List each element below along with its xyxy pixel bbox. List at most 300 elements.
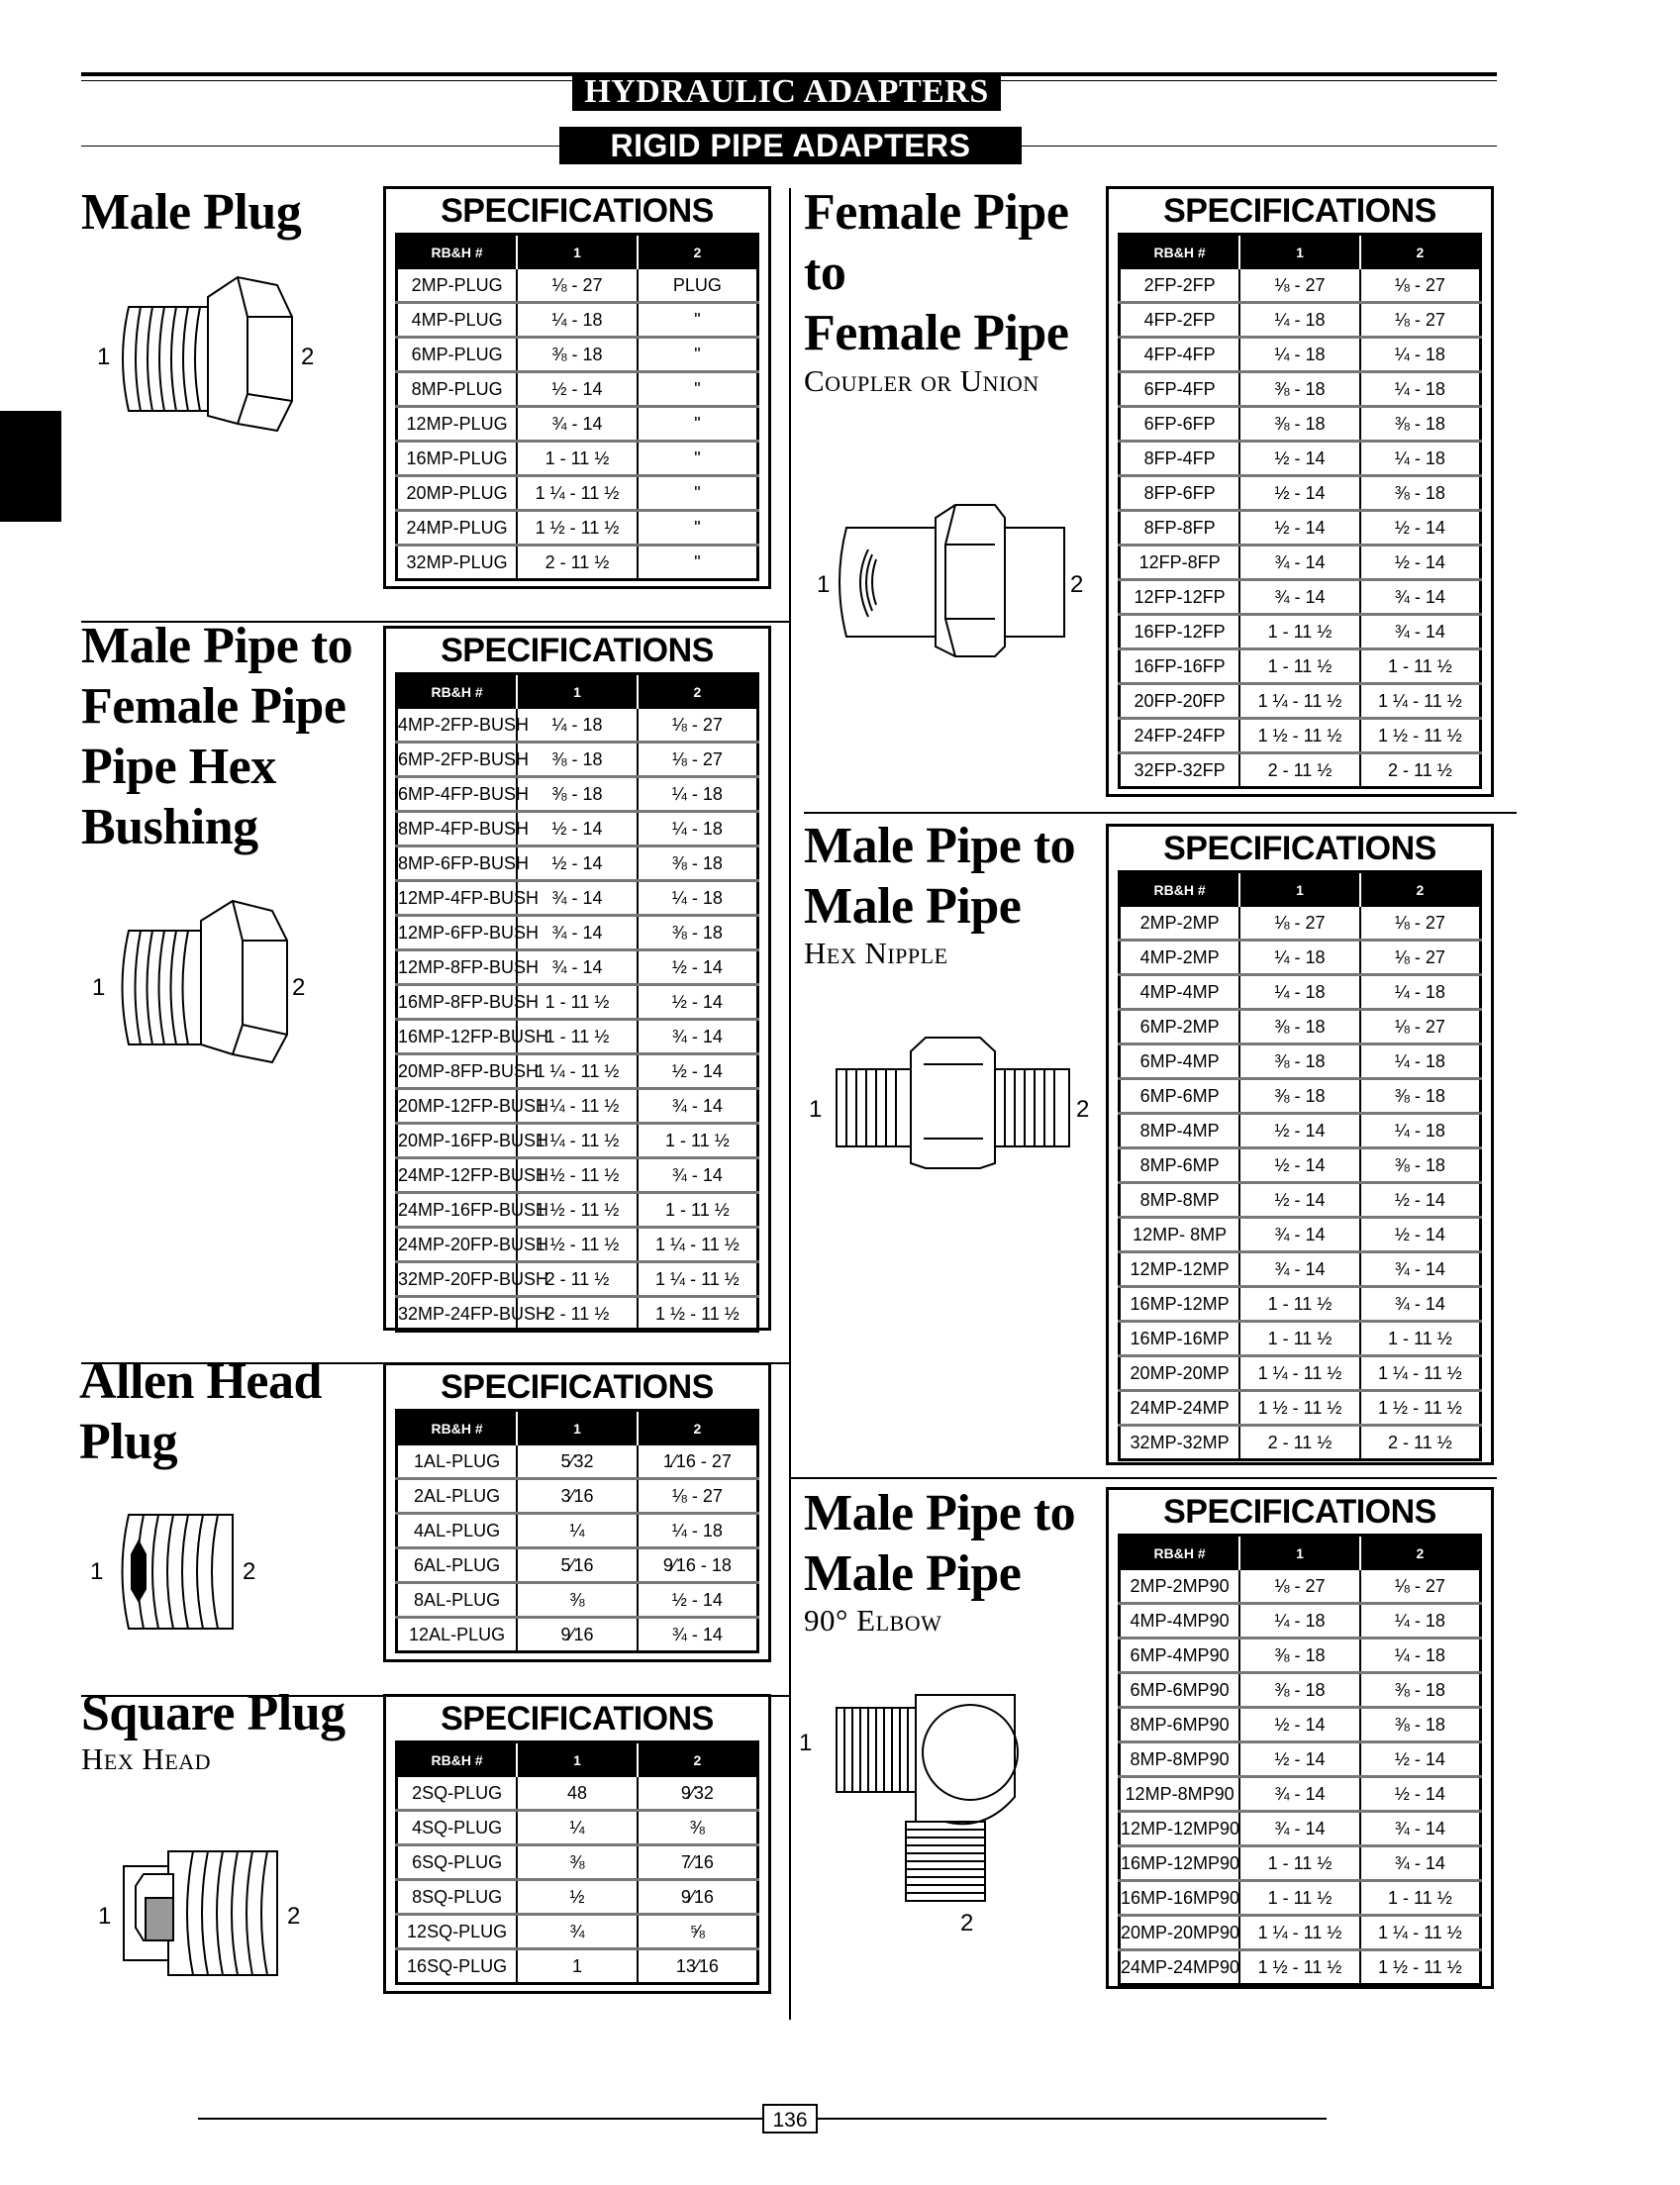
table-row — [1120, 975, 1481, 1010]
title-line: Square Plug — [81, 1685, 346, 1741]
thread-size-cell: 1 ½ - 11 ½ — [1360, 1391, 1481, 1426]
elbow-subtitle: 90° Elbow — [804, 1603, 942, 1638]
spec-grid — [1118, 1534, 1482, 1986]
column-header: 1 — [1239, 1536, 1360, 1571]
thread-size-cell: 1 ¼ - 11 ½ — [638, 1262, 758, 1297]
thread-size-cell: ¾ — [517, 1915, 638, 1949]
thread-size-cell: " — [638, 407, 758, 442]
table-row — [397, 1158, 758, 1193]
table-row — [397, 1054, 758, 1089]
thread-size-cell: 1 - 11 ½ — [638, 1124, 758, 1158]
spec-header-row — [397, 674, 758, 710]
thread-size-cell: ⅛ - 27 — [1239, 907, 1360, 941]
part-number-cell: 12MP-8FP-BUSH — [397, 950, 518, 985]
table-row — [1120, 1742, 1481, 1777]
thread-size-cell: ¾ - 14 — [1239, 546, 1360, 580]
allen-head-spec-table — [383, 1362, 771, 1662]
table-row — [1120, 1777, 1481, 1812]
thread-size-cell: ¾ - 14 — [1360, 580, 1481, 615]
thread-size-cell: 3⁄16 — [517, 1479, 638, 1514]
part-number-cell: 24MP-20FP-BUSH — [397, 1228, 518, 1262]
column-header: RB&H # — [397, 674, 518, 710]
thread-size-cell: ¾ - 14 — [517, 881, 638, 916]
part-number-cell: 24MP-PLUG — [397, 511, 518, 546]
thread-size-cell: ¼ - 18 — [638, 1514, 758, 1548]
thread-size-cell: ¼ - 18 — [1360, 1639, 1481, 1673]
part-number-cell: 8MP-6FP-BUSH — [397, 846, 518, 881]
table-row — [1120, 1218, 1481, 1252]
spec-heading: SPECIFICATIONS — [1163, 830, 1436, 867]
column-header: 2 — [638, 235, 758, 270]
thread-size-cell: ⅜ - 18 — [1239, 1673, 1360, 1708]
thread-size-cell: ⅜ - 18 — [1239, 1044, 1360, 1079]
part-number-cell: 8SQ-PLUG — [397, 1880, 518, 1915]
thread-size-cell: ⅛ - 27 — [638, 709, 758, 743]
spec-header-row — [1120, 235, 1481, 270]
hex-nipple-subtitle: Hex Nipple — [804, 936, 948, 970]
thread-size-cell: 1 ¼ - 11 ½ — [517, 1089, 638, 1124]
thread-size-cell: ⅜ - 18 — [517, 743, 638, 777]
part-number-cell: 6MP-4FP-BUSH — [397, 777, 518, 812]
column-header: RB&H # — [1120, 872, 1240, 908]
thread-size-cell: ⅜ - 18 — [1360, 1148, 1481, 1183]
table-row — [1120, 1426, 1481, 1460]
thread-size-cell: ⅜ — [638, 1811, 758, 1845]
part-number-cell: 24MP-24MP — [1120, 1391, 1240, 1426]
port-label: 1 — [92, 974, 106, 1001]
part-number-cell: 12MP- 8MP — [1120, 1218, 1240, 1252]
title-line: Allen Head — [79, 1353, 322, 1410]
thread-size-cell: ¼ - 18 — [517, 303, 638, 338]
part-number-cell: 12SQ-PLUG — [397, 1915, 518, 1949]
table-row — [1120, 649, 1481, 684]
thread-size-cell: ¼ — [517, 1514, 638, 1548]
thread-size-cell: 9⁄32 — [638, 1777, 758, 1811]
thread-size-cell: ¼ — [517, 1811, 638, 1845]
thread-size-cell: ⅜ - 18 — [638, 916, 758, 950]
column-header: 1 — [517, 674, 638, 710]
column-header: RB&H # — [397, 1742, 518, 1778]
part-number-cell: 24MP-16FP-BUSH — [397, 1193, 518, 1228]
thread-size-cell: " — [638, 511, 758, 546]
thread-size-cell: 48 — [517, 1777, 638, 1811]
title-line: to — [804, 245, 846, 301]
thread-size-cell: ⅜ - 18 — [1360, 1673, 1481, 1708]
table-row — [1120, 1950, 1481, 1985]
table-row — [397, 1089, 758, 1124]
part-number-cell: 8MP-PLUG — [397, 372, 518, 407]
spec-heading: SPECIFICATIONS — [441, 632, 714, 669]
table-row — [1120, 580, 1481, 615]
table-row — [1120, 1010, 1481, 1044]
part-number-cell: 12AL-PLUG — [397, 1618, 518, 1652]
thread-size-cell: 1 ½ - 11 ½ — [517, 1228, 638, 1262]
thread-size-cell: ¾ - 14 — [671, 1624, 723, 1644]
table-row — [397, 1548, 758, 1583]
table-row — [1120, 1114, 1481, 1148]
table-row — [1120, 1044, 1481, 1079]
thread-size-cell: ½ - 14 — [1239, 476, 1360, 511]
part-number-cell: 4AL-PLUG — [397, 1514, 518, 1548]
thread-size-cell: ½ - 14 — [1239, 442, 1360, 476]
right-divider-1 — [804, 812, 1517, 814]
thread-size-cell: 1 ¼ - 11 ½ — [1239, 684, 1360, 719]
part-number-cell: 4FP-2FP — [1120, 303, 1240, 338]
thread-size-cell: ¾ - 14 — [638, 1089, 758, 1124]
part-number-cell: 8MP-4FP-BUSH — [397, 812, 518, 846]
port-label: 2 — [301, 344, 315, 370]
thread-size-cell: 2 - 11 ½ — [517, 1297, 638, 1332]
part-number-cell: 24MP-12FP-BUSH — [397, 1158, 518, 1193]
spec-grid — [1118, 233, 1482, 789]
thread-size-cell: 9⁄16 - 18 — [638, 1548, 758, 1583]
thread-size-cell: 1 ¼ - 11 ½ — [1360, 684, 1481, 719]
table-row — [1120, 1881, 1481, 1916]
table-row — [397, 1949, 758, 1984]
spec-header-row — [397, 1411, 758, 1446]
thread-size-cell: ¾ - 14 — [517, 916, 638, 950]
column-header: RB&H # — [397, 235, 518, 270]
part-number-cell: 16FP-12FP — [1120, 615, 1240, 649]
column-header: 1 — [517, 235, 638, 270]
title-line: Female Pipe — [804, 305, 1069, 361]
thread-size-cell: ½ - 14 — [1360, 511, 1481, 546]
thread-size-cell: ½ - 14 — [638, 950, 758, 985]
table-row — [1120, 719, 1481, 753]
spec-grid — [395, 672, 759, 1333]
allen-head-title — [79, 1351, 322, 1472]
male-plug-illustration — [89, 267, 327, 436]
square-plug-illustration — [84, 1837, 322, 1985]
part-number-cell: 6MP-6MP90 — [1120, 1673, 1240, 1708]
table-row — [1120, 1356, 1481, 1391]
part-number-cell: 16MP-12FP-BUSH — [397, 1020, 518, 1054]
thread-size-cell: ⅛ - 27 — [1360, 303, 1481, 338]
table-row — [397, 916, 758, 950]
thread-size-cell: ¼ - 18 — [1239, 941, 1360, 975]
port-label: 1 — [809, 1096, 823, 1123]
table-row — [397, 743, 758, 777]
part-number-cell: 20MP-20MP90 — [1120, 1916, 1240, 1950]
thread-size-cell: ⅜ - 18 — [638, 846, 758, 881]
thread-size-cell: 1 ¼ - 11 ½ — [517, 1054, 638, 1089]
center-divider — [789, 188, 791, 2020]
title-line: Male Pipe to — [804, 1485, 1076, 1541]
column-header: 1 — [1239, 872, 1360, 908]
thread-size-cell: ¾ - 14 — [1360, 615, 1481, 649]
thread-size-cell: ¾ - 14 — [1360, 1812, 1481, 1846]
thread-size-cell: " — [638, 372, 758, 407]
title-line: Male Pipe — [804, 878, 1022, 935]
thread-size-cell: ½ - 14 — [1239, 1742, 1360, 1777]
thread-size-cell: 1 - 11 ½ — [517, 985, 638, 1020]
part-number-cell: 4MP-2FP-BUSH — [397, 709, 518, 743]
thread-size-cell: ⅜ - 18 — [1239, 372, 1360, 407]
table-row — [1120, 941, 1481, 975]
thread-size-cell: ¼ - 18 — [1239, 975, 1360, 1010]
table-row — [397, 372, 758, 407]
part-number-cell: 32MP-PLUG — [397, 546, 518, 580]
thread-size-cell: 1 ½ - 11 ½ — [1239, 1950, 1360, 1985]
thread-size-cell: ½ - 14 — [1239, 1114, 1360, 1148]
thread-size-cell: ½ - 14 — [1360, 1218, 1481, 1252]
part-number-cell: 12MP-12MP90 — [1120, 1812, 1240, 1846]
table-row — [397, 546, 758, 580]
column-header: 2 — [1360, 872, 1481, 908]
thread-size-cell: ¼ - 18 — [1239, 1604, 1360, 1639]
part-number-cell: 20MP-8FP-BUSH — [397, 1054, 518, 1089]
part-number-cell: 12MP-PLUG — [397, 407, 518, 442]
thread-size-cell: ¼ - 18 — [638, 881, 758, 916]
thread-size-cell: ¾ - 14 — [517, 407, 638, 442]
part-number-cell: 2MP-2MP — [1120, 907, 1240, 941]
table-row — [1120, 372, 1481, 407]
thread-size-cell: ¾ - 14 — [517, 950, 638, 985]
table-row — [1120, 1846, 1481, 1881]
thread-size-cell: 2 - 11 ½ — [1388, 759, 1452, 780]
thread-size-cell: 2 - 11 ½ — [1239, 1426, 1360, 1460]
part-number-cell: 16FP-16FP — [1120, 649, 1240, 684]
table-row — [397, 1777, 758, 1811]
banner-rigid-pipe-adapters: RIGID PIPE ADAPTERS — [559, 127, 1022, 164]
part-number-cell: 16MP-PLUG — [397, 442, 518, 476]
thread-size-cell: ⅝ — [638, 1915, 758, 1949]
spec-heading: SPECIFICATIONS — [441, 192, 714, 230]
spec-header-row — [1120, 872, 1481, 908]
thread-size-cell: 13⁄16 — [675, 1955, 719, 1976]
title-line: Female Pipe — [804, 184, 1069, 241]
thread-size-cell: 1 - 11 ½ — [1239, 649, 1360, 684]
port-label: 1 — [817, 571, 831, 598]
male-plug-spec-table — [383, 186, 771, 589]
part-number-cell: 6MP-4MP — [1120, 1044, 1240, 1079]
table-row — [397, 950, 758, 985]
part-number-cell: 2AL-PLUG — [397, 1479, 518, 1514]
table-row — [397, 442, 758, 476]
thread-size-cell: 1 ¼ - 11 ½ — [1360, 1916, 1481, 1950]
table-row — [397, 777, 758, 812]
table-row — [397, 1228, 758, 1262]
port-label: 1 — [98, 1903, 112, 1930]
thread-size-cell: 1 - 11 ½ — [1239, 615, 1360, 649]
thread-size-cell: 1⁄16 - 27 — [638, 1445, 758, 1479]
thread-size-cell: 1 ½ - 11 ½ — [517, 1158, 638, 1193]
thread-size-cell: ½ - 14 — [1360, 1742, 1481, 1777]
port-label: 1 — [97, 344, 111, 370]
thread-size-cell: ½ - 14 — [1239, 1708, 1360, 1742]
part-number-cell: 6MP-2FP-BUSH — [397, 743, 518, 777]
spec-heading: SPECIFICATIONS — [1163, 1493, 1436, 1531]
thread-size-cell: 1 ½ - 11 ½ — [1239, 1391, 1360, 1426]
table-row — [1120, 1183, 1481, 1218]
thread-size-cell: ½ - 14 — [1360, 1183, 1481, 1218]
table-row — [1120, 1252, 1481, 1287]
thread-size-cell: 2 - 11 ½ — [1388, 1432, 1452, 1452]
thread-size-cell: ⅛ - 27 — [1360, 907, 1481, 941]
thread-size-cell: 1 - 11 ½ — [1360, 649, 1481, 684]
square-plug-title — [81, 1683, 346, 1743]
coupler-spec-table — [1106, 186, 1494, 797]
part-number-cell: 2MP-PLUG — [397, 269, 518, 303]
thread-size-cell: ¾ - 14 — [1360, 1252, 1481, 1287]
thread-size-cell: ¼ - 18 — [638, 777, 758, 812]
thread-size-cell: ⅛ - 27 — [1360, 1570, 1481, 1604]
column-header: 2 — [638, 1742, 758, 1778]
thread-size-cell: 1 - 11 ½ — [1239, 1287, 1360, 1322]
thread-size-cell: ⅛ - 27 — [638, 743, 758, 777]
table-row — [397, 1880, 758, 1915]
table-row — [397, 269, 758, 303]
thread-size-cell: PLUG — [638, 269, 758, 303]
part-number-cell: 16MP-8FP-BUSH — [397, 985, 518, 1020]
thread-size-cell: 2 - 11 ½ — [517, 546, 638, 580]
thread-size-cell: 9⁄16 — [638, 1880, 758, 1915]
title-line: Plug — [79, 1414, 178, 1470]
part-number-cell: 12FP-12FP — [1120, 580, 1240, 615]
bushing-title — [81, 616, 352, 857]
banner-hydraulic-adapters: HYDRAULIC ADAPTERS — [572, 73, 1001, 111]
table-row — [1120, 907, 1481, 941]
table-row — [1120, 269, 1481, 303]
thread-size-cell: ¾ - 14 — [1360, 1846, 1481, 1881]
part-number-cell: 20FP-20FP — [1120, 684, 1240, 719]
thread-size-cell: ½ - 14 — [517, 372, 638, 407]
thread-size-cell: ½ - 14 — [638, 1054, 758, 1089]
thread-size-cell: 1 - 11 ½ — [1239, 1846, 1360, 1881]
thread-size-cell: " — [694, 551, 701, 572]
right-divider-2 — [789, 1477, 1497, 1479]
part-number-cell: 4FP-4FP — [1120, 338, 1240, 372]
part-number-cell: 32MP-32MP — [1120, 1426, 1240, 1460]
thread-size-cell: 1 - 11 ½ — [1239, 1322, 1360, 1356]
column-header: 2 — [638, 674, 758, 710]
spec-heading: SPECIFICATIONS — [441, 1368, 714, 1406]
thread-size-cell: 1 ¼ - 11 ½ — [517, 1124, 638, 1158]
section-tab-marker — [0, 411, 61, 522]
table-row — [1120, 1322, 1481, 1356]
part-number-cell: 6MP-2MP — [1120, 1010, 1240, 1044]
table-row — [1120, 1570, 1481, 1604]
thread-size-cell: ¼ - 18 — [1360, 338, 1481, 372]
table-row — [397, 881, 758, 916]
thread-size-cell: ½ - 14 — [638, 1583, 758, 1618]
table-row — [1120, 1812, 1481, 1846]
part-number-cell: 8MP-4MP — [1120, 1114, 1240, 1148]
table-row — [1120, 442, 1481, 476]
part-number-cell: 2FP-2FP — [1120, 269, 1240, 303]
part-number-cell: 8MP-8MP — [1120, 1183, 1240, 1218]
thread-size-cell: ¾ - 14 — [1239, 580, 1360, 615]
table-row — [1120, 407, 1481, 442]
hex-nipple-title — [804, 816, 1075, 937]
hex-nipple-illustration — [807, 1030, 1094, 1168]
table-row — [397, 1020, 758, 1054]
thread-size-cell: ⅜ - 18 — [1360, 1708, 1481, 1742]
part-number-cell: 20MP-20MP — [1120, 1356, 1240, 1391]
thread-size-cell: 5⁄16 — [517, 1548, 638, 1583]
table-row — [1120, 546, 1481, 580]
part-number-cell: 12MP-4FP-BUSH — [397, 881, 518, 916]
thread-size-cell: " — [638, 303, 758, 338]
square-plug-subtitle: Hex Head — [81, 1741, 212, 1776]
thread-size-cell: ¾ - 14 — [638, 1020, 758, 1054]
elbow-illustration — [797, 1683, 1035, 1940]
port-label: 2 — [1070, 571, 1084, 598]
column-header: 1 — [517, 1742, 638, 1778]
part-number-cell: 6FP-4FP — [1120, 372, 1240, 407]
thread-size-cell: 1 ½ - 11 ½ — [655, 1303, 740, 1324]
table-row — [1120, 615, 1481, 649]
spec-grid — [395, 233, 759, 581]
part-number-cell: 16MP-12MP — [1120, 1287, 1240, 1322]
thread-size-cell: ½ - 14 — [517, 812, 638, 846]
thread-size-cell: ¾ - 14 — [1360, 1287, 1481, 1322]
part-number-cell: 6MP-PLUG — [397, 338, 518, 372]
thread-size-cell: ¾ - 14 — [1239, 1812, 1360, 1846]
part-number-cell: 32MP-20FP-BUSH — [397, 1262, 518, 1297]
thread-size-cell: " — [638, 338, 758, 372]
port-label: 2 — [287, 1903, 301, 1930]
table-row — [1120, 1287, 1481, 1322]
table-row — [397, 1845, 758, 1880]
page-number: 136 — [762, 2104, 818, 2134]
table-row — [1120, 1148, 1481, 1183]
thread-size-cell: ⅜ - 18 — [1360, 1079, 1481, 1114]
elbow-spec-table — [1106, 1487, 1494, 1989]
spec-grid — [395, 1740, 759, 1985]
part-number-cell: 1AL-PLUG — [397, 1445, 518, 1479]
column-header: 1 — [517, 1411, 638, 1446]
table-row — [397, 1583, 758, 1618]
coupler-title — [804, 182, 1068, 363]
table-row — [397, 1445, 758, 1479]
part-number-cell: 2MP-2MP90 — [1120, 1570, 1240, 1604]
title-line: Male Pipe to — [81, 618, 353, 674]
table-row — [1120, 1639, 1481, 1673]
thread-size-cell: 1 — [517, 1949, 638, 1984]
thread-size-cell: ⅜ - 18 — [1360, 476, 1481, 511]
thread-size-cell: ¾ - 14 — [1239, 1218, 1360, 1252]
part-number-cell: 4SQ-PLUG — [397, 1811, 518, 1845]
table-row — [1120, 1079, 1481, 1114]
part-number-cell: 16MP-12MP90 — [1120, 1846, 1240, 1881]
port-label: 2 — [960, 1910, 974, 1937]
port-label: 2 — [1076, 1096, 1090, 1123]
part-number-cell: 20MP-PLUG — [397, 476, 518, 511]
part-number-cell: 12MP-8MP90 — [1120, 1777, 1240, 1812]
part-number-cell: 8FP-6FP — [1120, 476, 1240, 511]
thread-size-cell: 1 ½ - 11 ½ — [517, 1193, 638, 1228]
table-row — [1120, 1708, 1481, 1742]
thread-size-cell: ⅜ - 18 — [517, 777, 638, 812]
thread-size-cell: ½ - 14 — [1239, 1148, 1360, 1183]
part-number-cell: 6FP-6FP — [1120, 407, 1240, 442]
thread-size-cell: " — [638, 476, 758, 511]
thread-size-cell: 2 - 11 ½ — [517, 1262, 638, 1297]
part-number-cell: 8FP-4FP — [1120, 442, 1240, 476]
thread-size-cell: ¼ - 18 — [1360, 372, 1481, 407]
thread-size-cell: 1 ¼ - 11 ½ — [517, 476, 638, 511]
thread-size-cell: ¾ - 14 — [1239, 1252, 1360, 1287]
thread-size-cell: " — [638, 442, 758, 476]
part-number-cell: 24FP-24FP — [1120, 719, 1240, 753]
part-number-cell: 6AL-PLUG — [397, 1548, 518, 1583]
part-number-cell: 16MP-16MP — [1120, 1322, 1240, 1356]
thread-size-cell: ¼ - 18 — [517, 709, 638, 743]
thread-size-cell: ½ - 14 — [638, 985, 758, 1020]
thread-size-cell: ⅛ - 27 — [1239, 269, 1360, 303]
column-header: RB&H # — [1120, 235, 1240, 270]
